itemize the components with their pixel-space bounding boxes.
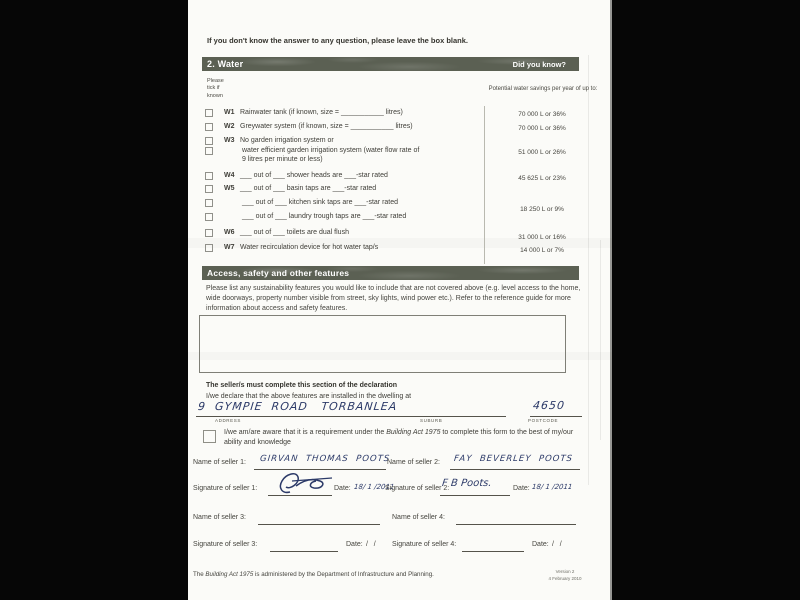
savings-w6: 31 000 L or 16% bbox=[518, 234, 566, 241]
checkbox-w2 bbox=[205, 123, 213, 131]
version-date: 4 February 2010 bbox=[548, 576, 582, 582]
name-of-seller-1-label: Name of seller 1: bbox=[193, 459, 246, 466]
water-row-w1: W1 Rainwater tank (if known, size = ___________ litres) bbox=[188, 109, 612, 120]
suburb-label: SUBURB bbox=[420, 418, 443, 423]
checkbox-w5 bbox=[205, 185, 213, 193]
handwritten-address: 9 GYMPIE ROAD TORBANLEA bbox=[197, 400, 398, 413]
handwritten-name-seller-2: FAY BEVERLEY POOTS bbox=[453, 454, 574, 464]
water-row-w4: W4 ___ out of ___ shower heads are ___-star rated bbox=[188, 172, 612, 183]
name-seller-4-line bbox=[456, 523, 576, 525]
water-row-w3-line1: W3 No garden irrigation system or bbox=[188, 137, 612, 148]
handwritten-signature-seller-2: F B Poots. bbox=[441, 478, 493, 489]
handwritten-date-seller-1: 18/ 1 /2011 bbox=[353, 483, 395, 491]
access-section-header-bar bbox=[202, 266, 579, 280]
water-section-header-bar bbox=[202, 57, 579, 71]
savings-w4: 45 625 L or 23% bbox=[518, 175, 566, 182]
name-of-seller-4-label: Name of seller 4: bbox=[392, 514, 445, 521]
date-seller-4-slashes: / / bbox=[552, 541, 562, 548]
water-row-laundry-taps: ___ out of ___ laundry trough taps are ___-star rated bbox=[188, 213, 612, 224]
savings-column-header: Potential water savings per year of up to: bbox=[488, 86, 598, 92]
address-label: ADDRESS bbox=[215, 418, 241, 423]
postcode-underline bbox=[530, 415, 582, 417]
version-label: Version 2 bbox=[555, 569, 575, 574]
signature-seller-3-line bbox=[270, 550, 338, 552]
declaration-line: I/we declare that the above features are installed in the dwelling at bbox=[206, 393, 412, 400]
savings-w7: 14 000 L or 7% bbox=[520, 247, 564, 254]
water-row-w3-line2: water efficient garden irrigation system (water flow rate of bbox=[188, 147, 612, 158]
footer-admin-note: The Building Act 1975 is administered by the Department of Infrastructure and Planning. bbox=[193, 571, 434, 578]
water-row-w5: W5 ___ out of ___ basin taps are ___-star rated bbox=[188, 185, 612, 196]
date-seller-4-label: Date: bbox=[532, 541, 549, 548]
aware-checkbox bbox=[203, 430, 216, 443]
postcode-label: POSTCODE bbox=[528, 418, 559, 423]
savings-w2: 70 000 L or 36% bbox=[518, 125, 566, 132]
savings-w1: 70 000 L or 36% bbox=[518, 111, 566, 118]
checkbox-w3b bbox=[205, 147, 213, 155]
signature-of-seller-4-label: Signature of seller 4: bbox=[392, 541, 457, 548]
savings-w5: 18 250 L or 9% bbox=[520, 206, 564, 213]
access-section-title: Access, safety and other features bbox=[207, 268, 350, 278]
checkbox-w6 bbox=[205, 229, 213, 237]
name-of-seller-3-label: Name of seller 3: bbox=[193, 514, 246, 521]
checkbox-w7 bbox=[205, 244, 213, 252]
checkbox-w1 bbox=[205, 109, 213, 117]
checkbox-laundry-taps bbox=[205, 213, 213, 221]
name-of-seller-2-label: Name of seller 2: bbox=[387, 459, 440, 466]
form-page bbox=[188, 0, 612, 600]
water-row-kitchen-taps: ___ out of ___ kitchen sink taps are ___-star rated bbox=[188, 199, 612, 210]
address-underline bbox=[196, 415, 506, 417]
water-row-w7: W7 Water recirculation device for hot water tap/s bbox=[188, 244, 612, 255]
intro-note: If you don't know the answer to any question, please leave the box blank. bbox=[207, 36, 469, 45]
signature-of-seller-1-label: Signature of seller 1: bbox=[193, 485, 258, 492]
checkbox-kitchen-taps bbox=[205, 199, 213, 207]
date-seller-3-label: Date: bbox=[346, 541, 363, 548]
access-description: Please list any sustainability features you would like to include that are not covered above (e.g. level access to the home, wide doorways, property number visible from street, sky lights, wind power etc.). Refer to the reference guide for more information about access and safety features. bbox=[206, 285, 581, 312]
name-seller-2-line bbox=[450, 468, 580, 470]
tick-if-known-note: Please tick if known bbox=[207, 78, 224, 99]
handwritten-name-seller-1: GIRVAN THOMAS POOTS bbox=[259, 454, 391, 464]
version-info bbox=[526, 568, 604, 582]
handwritten-date-seller-2: 18/ 1 /2011 bbox=[531, 483, 573, 491]
water-row-w3-line3: 9 litres per minute or less) bbox=[242, 156, 323, 163]
signature-of-seller-3-label: Signature of seller 3: bbox=[193, 541, 258, 548]
checkbox-w4 bbox=[205, 172, 213, 180]
seller1-signature-scribble bbox=[276, 468, 338, 498]
scan-artifact-line bbox=[600, 240, 601, 440]
date-seller-3-slashes: / / bbox=[366, 541, 376, 548]
water-row-w2: W2 Greywater system (if known, size = ___________ litres) bbox=[188, 123, 612, 134]
date-seller-2-label: Date: bbox=[513, 485, 530, 492]
water-row-w6: W6 ___ out of ___ toilets are dual flush bbox=[188, 229, 612, 240]
savings-w3: 51 000 L or 26% bbox=[518, 149, 566, 156]
signature-of-seller-2-label: Signature of seller 2: bbox=[385, 485, 450, 492]
signature-seller-4-line bbox=[462, 550, 524, 552]
declaration-heading: The seller/s must complete this section of the declaration bbox=[206, 382, 397, 389]
date-seller-1-label: Date: bbox=[334, 485, 351, 492]
signature-seller-2-line bbox=[440, 494, 510, 496]
handwritten-postcode: 4650 bbox=[532, 399, 566, 412]
name-seller-3-line bbox=[258, 523, 380, 525]
water-section-title: 2. Water bbox=[207, 59, 244, 69]
page-edge-shadow bbox=[610, 0, 612, 600]
checkbox-w3a bbox=[205, 137, 213, 145]
did-you-know-label: Did you know? bbox=[512, 60, 566, 69]
aware-statement: I/we am/are aware that it is a requirement under the Building Act 1975 to complete this form to the best of my/our ability and knowledge bbox=[224, 429, 574, 446]
access-features-textbox bbox=[199, 315, 566, 373]
